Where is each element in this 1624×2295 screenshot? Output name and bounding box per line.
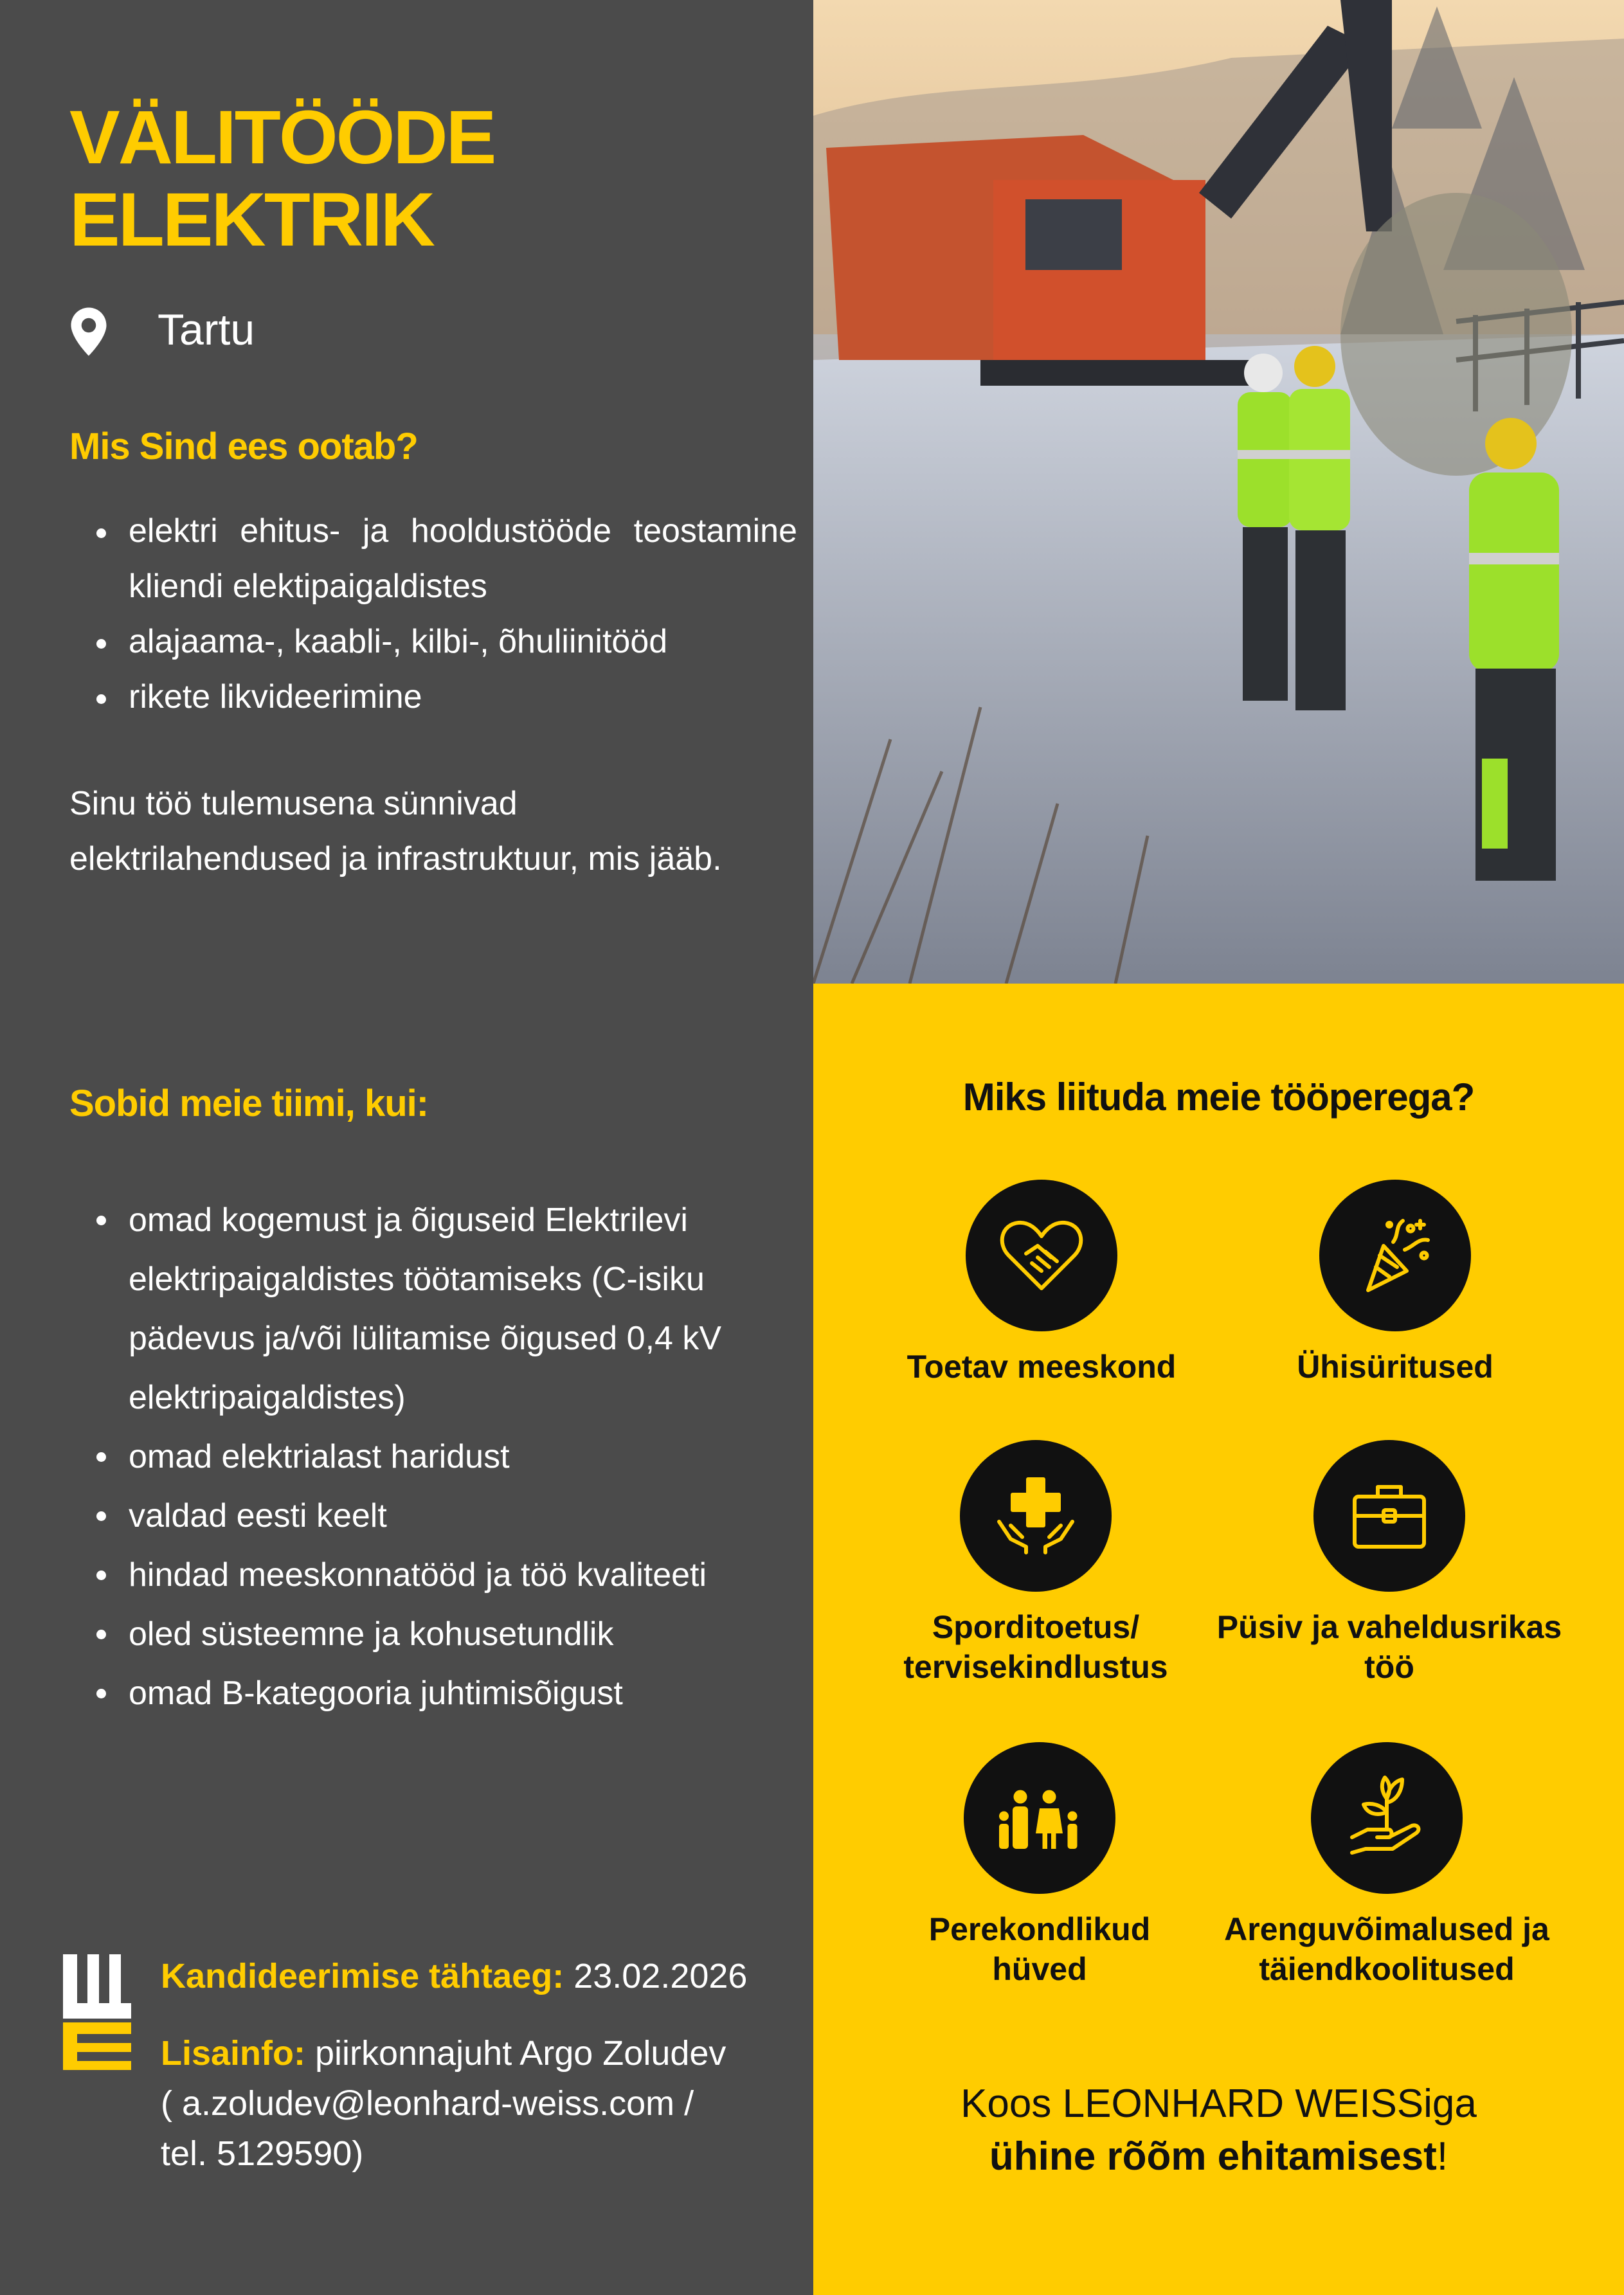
plant-hand-icon <box>1339 1770 1435 1866</box>
list-item: omad kogemust ja õiguseid Elektrilevi elektripaigaldistes töötamiseks (C-isiku pädevus ja/või lülitamise õigused 0,4 kV elektripaigaldistes) <box>129 1191 797 1427</box>
benefit-label: Ühisüritused <box>1297 1349 1493 1385</box>
benefit-label: Püsiv ja vaheldusrikas töö <box>1216 1609 1562 1685</box>
list-item: elektri ehitus- ja hooldustööde teostamine kliendi elektipaigaldistes <box>129 503 797 614</box>
slogan-line-1: Koos LEONHARD WEISSiga <box>961 2082 1477 2126</box>
job-title-line-1: VÄLITÖÖDE <box>69 95 495 180</box>
result-paragraph: Sinu töö tulemusena sünnivad elektrilahendused ja infrastruktuur, mis jääb. <box>69 785 722 878</box>
tasks-list <box>69 503 797 724</box>
deadline-info <box>161 1951 778 2001</box>
benefit-label: Arenguvõimalused ja täiendkoolitused <box>1224 1911 1549 1987</box>
requirements-list <box>69 1191 797 1723</box>
benefit-events <box>1215 1180 1575 1387</box>
benefit-label: Sporditoetus/ tervisekindlustus <box>903 1609 1168 1685</box>
benefit-sports-health <box>856 1440 1216 1687</box>
requirements-heading: Sobid meie tiimi, kui: <box>69 1083 429 1124</box>
slogan <box>813 2078 1624 2183</box>
location-text: Tartu <box>158 305 255 354</box>
list-item: hindad meeskonnatööd ja töö kvaliteeti <box>129 1545 797 1605</box>
benefit-label: Toetav meeskond <box>907 1349 1177 1385</box>
health-cross-hands-icon <box>988 1468 1084 1564</box>
contact-phone[interactable]: tel. 5129590) <box>161 2134 364 2173</box>
list-item: valdad eesti keelt <box>129 1486 797 1545</box>
contact-info <box>161 2028 778 2179</box>
list-item: alajaama-, kaabli-, kilbi-, õhuliinitööd <box>129 614 797 669</box>
deadline-label: Kandideerimise tähtaeg: <box>161 1957 564 1995</box>
benefit-family <box>860 1742 1220 1989</box>
job-title <box>69 96 494 261</box>
benefits-heading: Miks liituda meie tööperega? <box>962 1076 1475 1119</box>
job-title-line-2: ELEKTRIK <box>69 177 433 262</box>
benefit-supportive-team <box>862 1180 1222 1387</box>
workers-in-snow-image <box>813 0 1624 984</box>
heart-handshake-icon <box>993 1207 1090 1304</box>
benefit-stable-work <box>1209 1440 1569 1687</box>
benefit-development <box>1207 1742 1567 1989</box>
slogan-exclamation: ! <box>1436 2134 1448 2179</box>
briefcase-icon <box>1341 1468 1438 1564</box>
list-item: omad B-kategooria juhtimisõigust <box>129 1664 797 1723</box>
slogan-line-2: ühine rõõm ehitamisest <box>989 2134 1437 2179</box>
contact-label: Lisainfo: <box>161 2034 305 2073</box>
list-item: rikete likvideerimine <box>129 669 797 724</box>
tasks-heading: Mis Sind ees ootab? <box>69 426 418 467</box>
company-logo <box>63 1954 131 2070</box>
contact-email[interactable]: ( a.zoludev@leonhard-weiss.com / <box>161 2084 694 2123</box>
deadline-value: 23.02.2026 <box>573 1957 748 1995</box>
benefit-label: Perekondlikud hüved <box>928 1911 1151 1987</box>
list-item: oled süsteemne ja kohusetundlik <box>129 1605 797 1664</box>
family-icon <box>991 1770 1088 1866</box>
party-popper-icon <box>1347 1207 1443 1304</box>
contact-person: piirkonnajuht Argo Zoludev <box>315 2034 726 2073</box>
benefits-panel <box>813 984 1624 2295</box>
location-pin-icon <box>69 307 108 356</box>
hero-photo <box>813 0 1624 984</box>
list-item: omad elektrialast haridust <box>129 1427 797 1486</box>
